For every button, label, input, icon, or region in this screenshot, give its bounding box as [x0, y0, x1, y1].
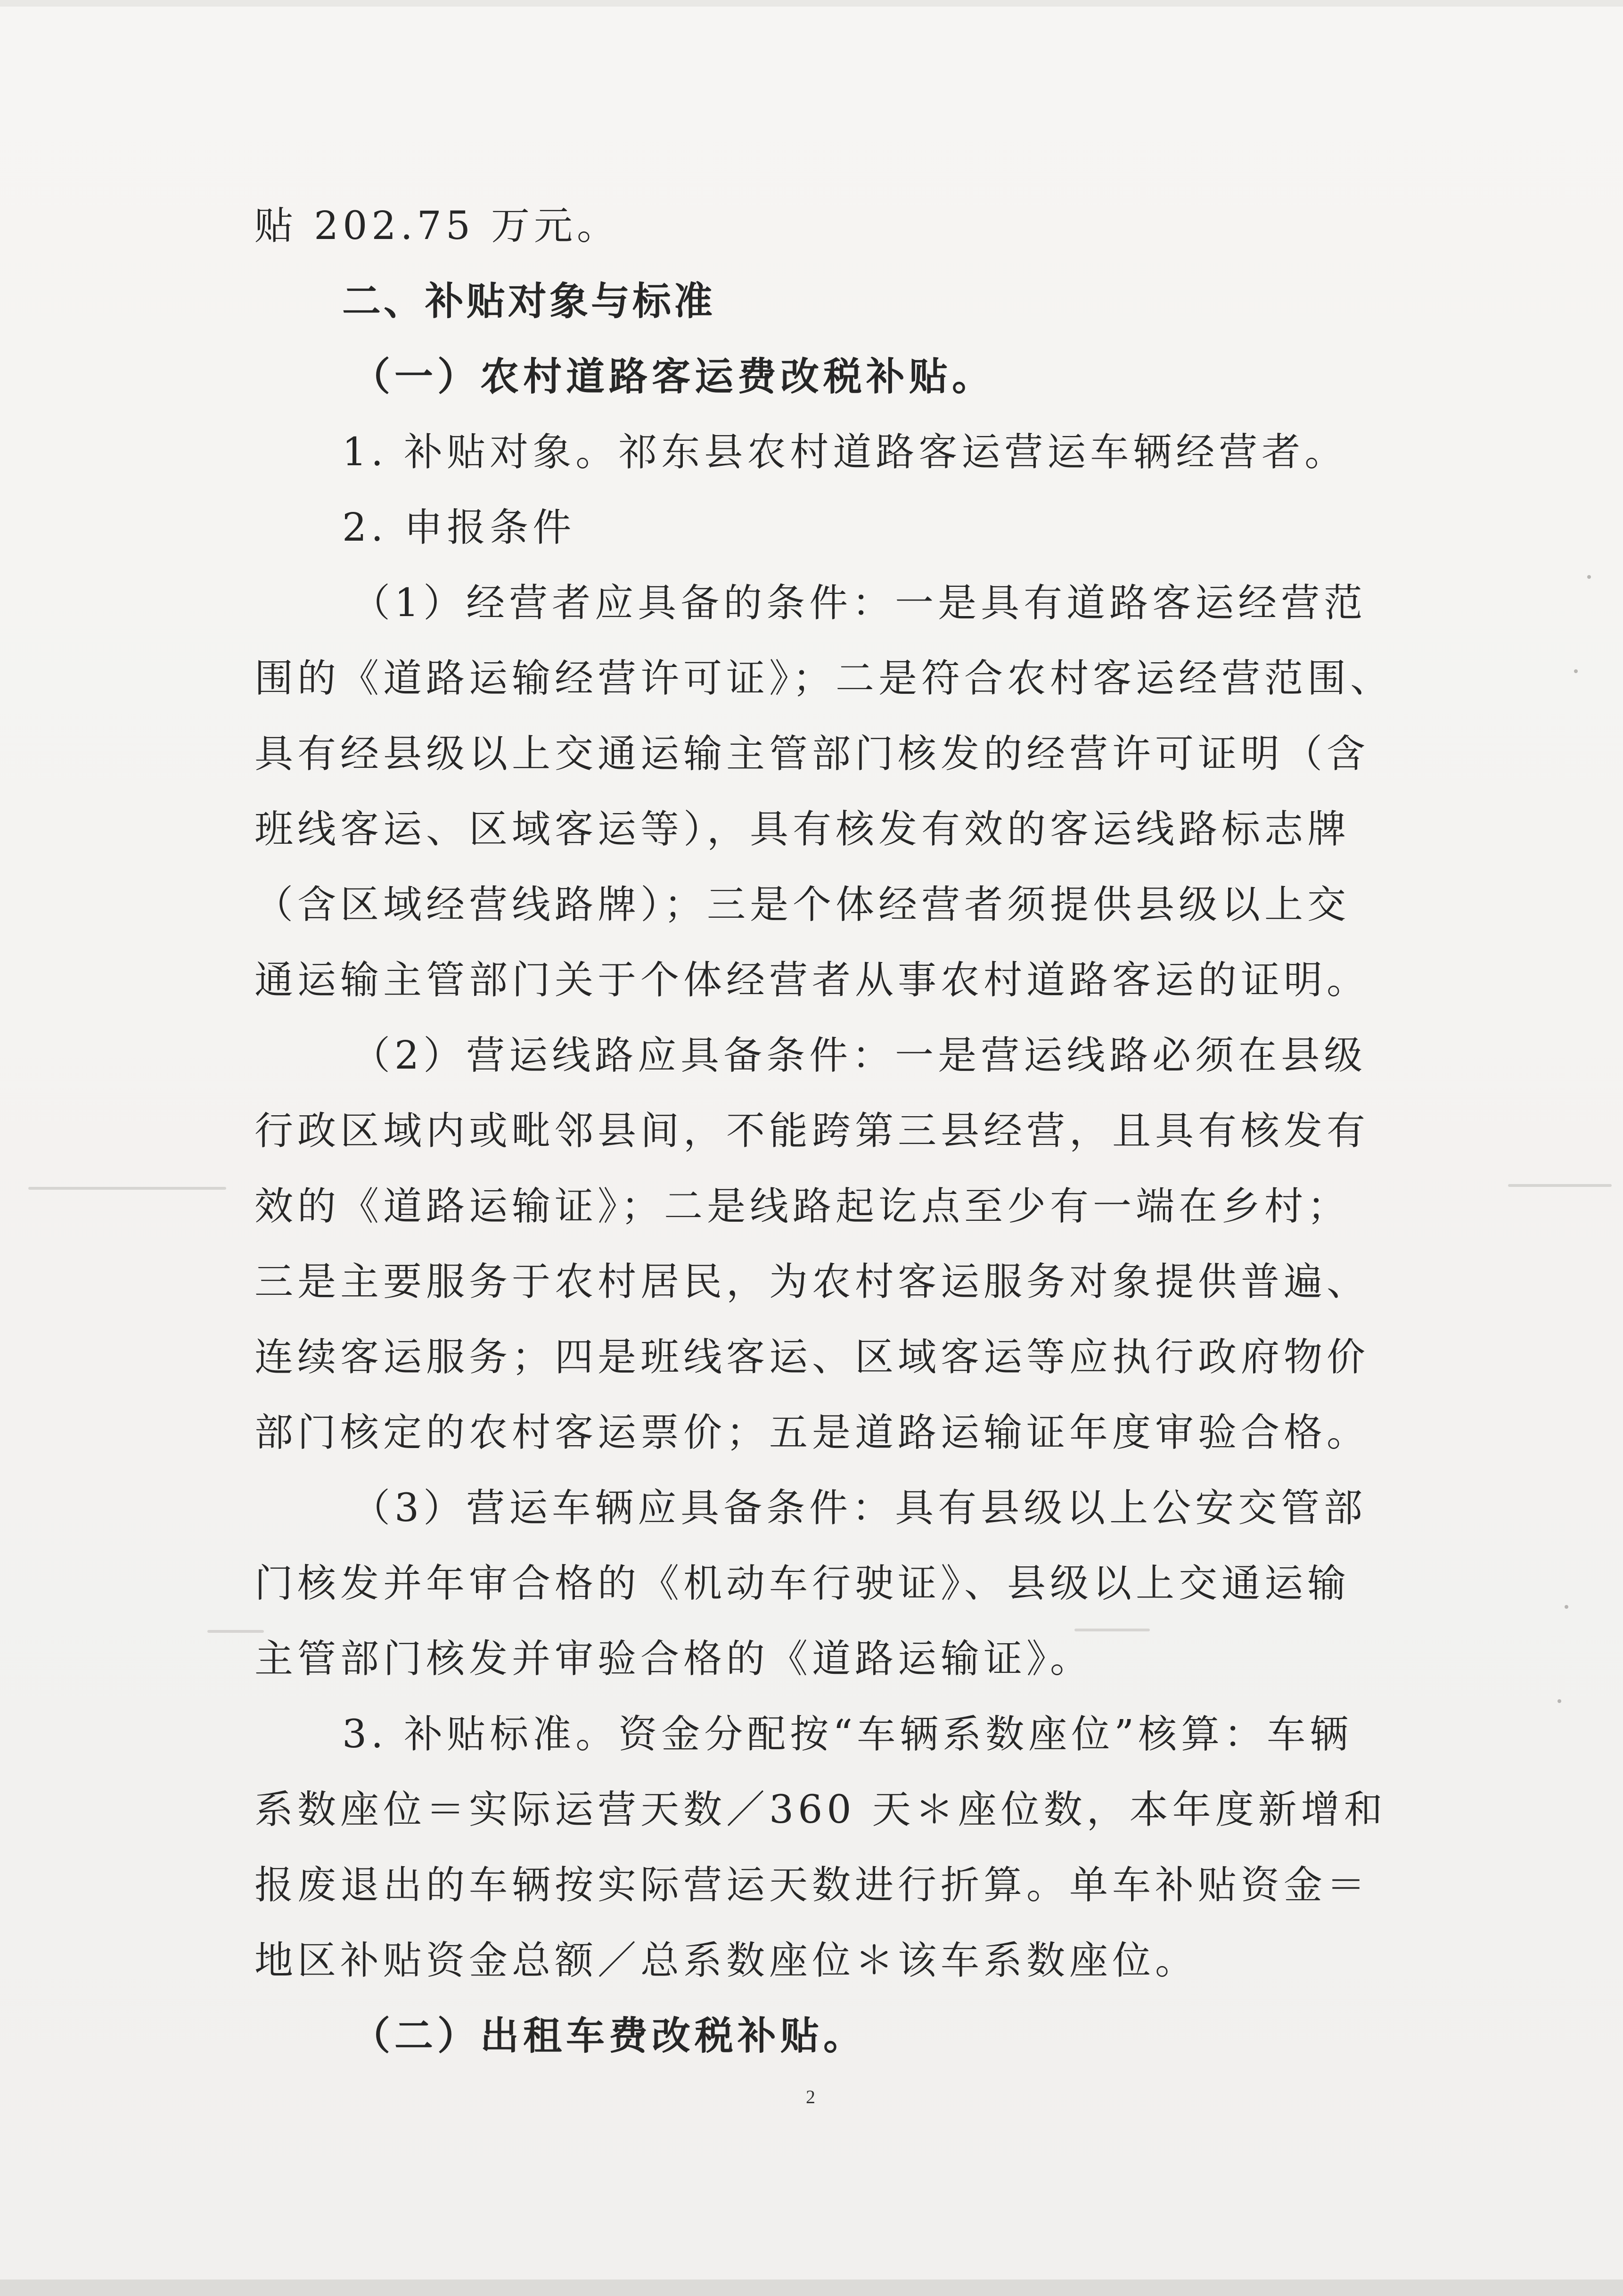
text-line: 效的《道路运输证》；二是线路起讫点至少有一端在乡村；: [254, 1184, 1351, 1229]
text-line: （2）营运线路应具备条件：一是营运线路必须在县级: [352, 1033, 1367, 1078]
text-line: 报废退出的车辆按实际营运天数进行折算。单车补贴资金＝: [254, 1863, 1370, 1908]
text-line: 2. 申报条件: [342, 505, 576, 550]
scan-edge-top: [0, 0, 1623, 7]
text-line: 部门核定的农村客运票价；五是道路运输证年度审验合格。: [254, 1410, 1370, 1455]
subsection-heading: （二）出租车费改税补贴。: [352, 2014, 867, 2058]
text-line: 具有经县级以上交通运输主管部门核发的经营许可证明（含: [254, 732, 1370, 776]
scan-speck: [1565, 1605, 1568, 1609]
scan-smudge: [207, 1630, 264, 1633]
text-line: （含区域经营线路牌）；三是个体经营者须提供县级以上交: [254, 882, 1351, 927]
scan-smudge: [1074, 1629, 1150, 1631]
text-line: 三是主要服务于农村居民，为农村客运服务对象提供普遍、: [254, 1259, 1370, 1304]
scan-speck: [1574, 669, 1578, 673]
text-line: 地区补贴资金总额／总系数座位＊该车系数座位。: [254, 1938, 1198, 1983]
text-line: 贴 202.75 万元。: [254, 204, 620, 248]
text-line: （1）经营者应具备的条件：一是具有道路客运经营范: [352, 581, 1367, 625]
text-line: 3. 补贴标准。资金分配按“车辆系数座位”核算：车辆: [342, 1712, 1353, 1757]
scan-smudge: [28, 1187, 226, 1190]
section-heading: 二、补贴对象与标准: [342, 279, 716, 324]
scan-smudge: [1508, 1184, 1612, 1187]
text-line: 系数座位＝实际运营天数／360 天＊座位数，本年度新增和: [254, 1787, 1387, 1832]
text-line: 主管部门核发并审验合格的《道路运输证》。: [254, 1637, 1093, 1681]
scan-edge-bottom: [0, 2280, 1623, 2296]
page-number: 2: [806, 2086, 815, 2107]
document-body: [254, 189, 1393, 2074]
text-line: 1. 补贴对象。祁东县农村道路客运营运车辆经营者。: [342, 430, 1348, 475]
scan-speck: [1587, 575, 1591, 579]
text-line: 行政区域内或毗邻县间，不能跨第三县经营，且具有核发有: [254, 1109, 1370, 1153]
scan-speck: [1557, 1699, 1561, 1703]
text-line: 门核发并年审合格的《机动车行驶证》、县级以上交通运输: [254, 1561, 1351, 1606]
text-line: 通运输主管部门关于个体经营者从事农村道路客运的证明。: [254, 958, 1370, 1003]
text-line: 班线客运、区域客运等），具有核发有效的客运线路标志牌: [254, 807, 1351, 852]
subsection-heading: （一）农村道路客运费改税补贴。: [352, 354, 995, 399]
text-line: 连续客运服务；四是班线客运、区域客运等应执行政府物价: [254, 1335, 1370, 1380]
text-line: （3）营运车辆应具备条件：具有县级以上公安交管部: [352, 1486, 1367, 1531]
text-line: 围的《道路运输经营许可证》；二是符合农村客运经营范围、: [254, 656, 1393, 701]
